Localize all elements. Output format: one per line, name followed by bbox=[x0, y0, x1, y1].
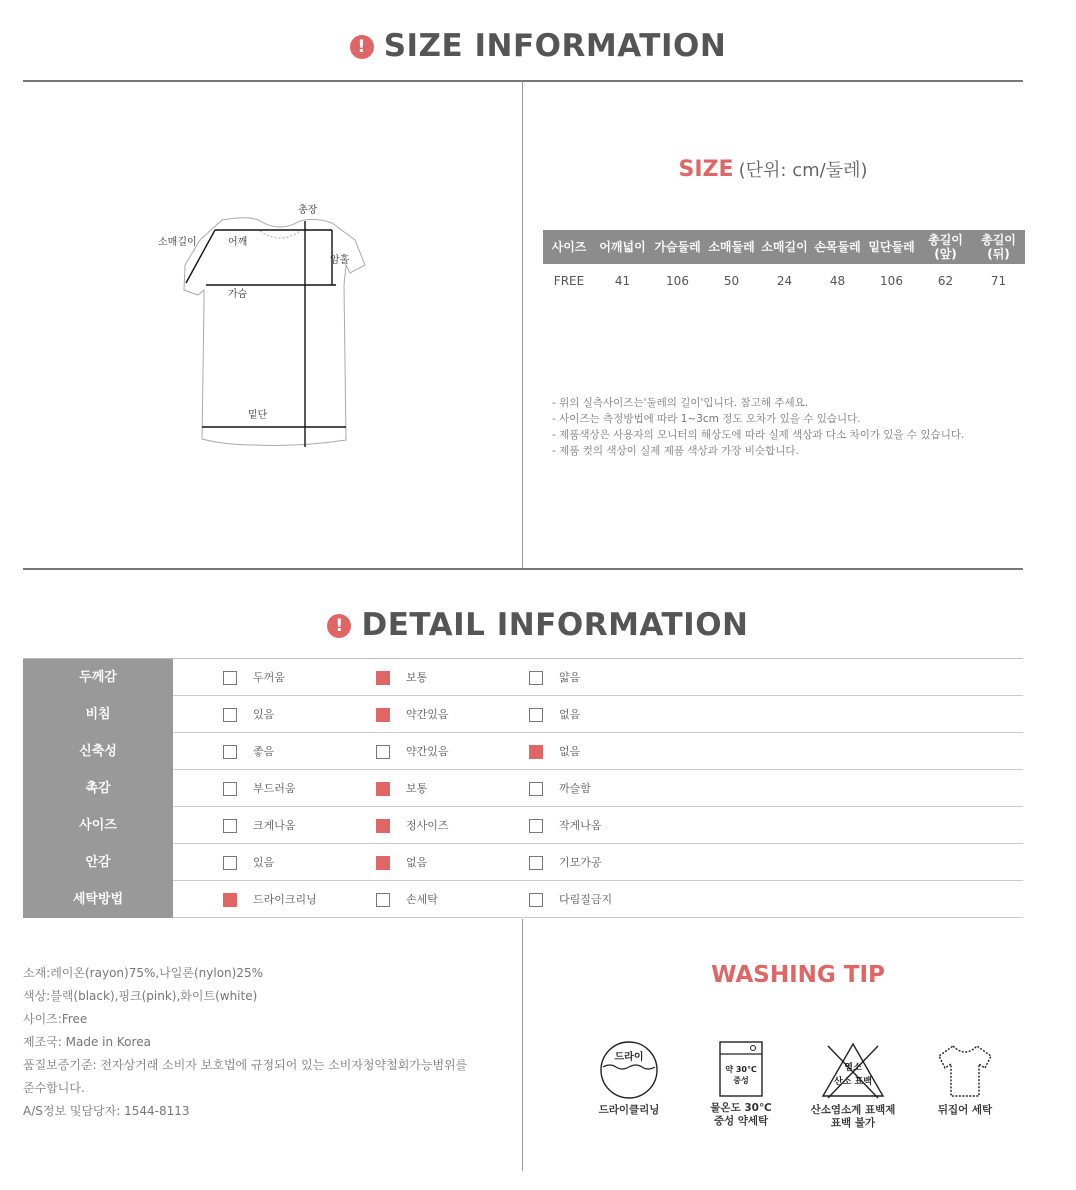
unit-label: (단위: cm/둘레) bbox=[738, 160, 868, 181]
washing-item-water-temp bbox=[686, 1040, 796, 1128]
detail-option-label: 없음 bbox=[406, 856, 428, 869]
detail-option-label: 두꺼움 bbox=[253, 671, 285, 684]
size-table-header: 밑단둘레 bbox=[864, 230, 919, 264]
checked-box-icon bbox=[376, 782, 390, 796]
armhole-label: 암홀 bbox=[330, 255, 350, 266]
size-table-header: 어깨넓이 bbox=[595, 230, 650, 264]
detail-option-label: 정사이즈 bbox=[406, 819, 449, 832]
size-table-header: 소매길이 bbox=[758, 230, 811, 264]
checked-box-icon bbox=[376, 856, 390, 870]
note-line: - 위의 실측사이즈는'둘레의 길이'입니다. 참고해 주세요. bbox=[552, 397, 809, 409]
chest-label: 가슴 bbox=[228, 289, 248, 300]
detail-option-label: 약간있음 bbox=[406, 745, 449, 758]
detail-option-label: 좋음 bbox=[253, 745, 275, 758]
material-info bbox=[23, 962, 467, 1123]
unchecked-box-icon bbox=[223, 708, 237, 722]
detail-row-label: 두께감 bbox=[23, 659, 173, 696]
water-temp-icon bbox=[717, 1040, 765, 1098]
material-line: 소재:레이온(rayon)75%,나일론(nylon)25% bbox=[23, 966, 263, 980]
checked-box-icon bbox=[376, 819, 390, 833]
water-temp-symbol-line2: 중성 bbox=[733, 1076, 749, 1085]
inside-out-icon bbox=[935, 1040, 995, 1100]
detail-option-label: 작게나옴 bbox=[559, 819, 602, 832]
detail-option-label: 크게나옴 bbox=[253, 819, 296, 832]
size-table-row bbox=[543, 264, 1025, 298]
size-table-header: 사이즈 bbox=[543, 230, 595, 264]
alert-icon: ! bbox=[327, 614, 351, 638]
divider bbox=[522, 81, 523, 569]
detail-option-label: 드라이크리닝 bbox=[253, 893, 317, 906]
size-table-header: 소매둘레 bbox=[705, 230, 758, 264]
dry-clean-caption: 드라이클리닝 bbox=[598, 1104, 660, 1116]
divider bbox=[23, 80, 1023, 82]
detail-row bbox=[23, 770, 1023, 807]
divider bbox=[23, 568, 1023, 570]
shoulder-label: 어깨 bbox=[228, 237, 248, 248]
water-temp-caption: 물온도 30℃ 중성 약세탁 bbox=[710, 1102, 772, 1127]
size-section-title: ! SIZE INFORMATION bbox=[0, 28, 1076, 64]
size-table-header: 손목둘레 bbox=[811, 230, 864, 264]
detail-option-label: 없음 bbox=[559, 745, 581, 758]
detail-row-label: 세탁방법 bbox=[23, 881, 173, 918]
detail-row-label: 촉감 bbox=[23, 770, 173, 807]
unchecked-box-icon bbox=[529, 782, 543, 796]
unchecked-box-icon bbox=[529, 856, 543, 870]
detail-option-label: 얇음 bbox=[559, 671, 581, 684]
checked-box-icon bbox=[529, 745, 543, 759]
material-line: 준수합니다. bbox=[23, 1081, 85, 1095]
size-notes bbox=[552, 395, 964, 459]
material-line: 사이즈:Free bbox=[23, 1012, 88, 1026]
note-line: - 제품색상은 사용자의 모니터의 해상도에 따라 실제 색상과 다소 차이가 있을 수 있습니다. bbox=[552, 429, 965, 441]
size-table-cell: 48 bbox=[829, 274, 846, 288]
note-line: - 사이즈는 측정방법에 따라 1~3cm 정도 오차가 있을 수 있습니다. bbox=[552, 413, 861, 425]
detail-option-label: 까슬함 bbox=[559, 782, 591, 795]
size-table-cell: 50 bbox=[723, 274, 740, 288]
size-table-cell: 24 bbox=[776, 274, 793, 288]
detail-row bbox=[23, 807, 1023, 844]
detail-row bbox=[23, 881, 1023, 918]
unchecked-box-icon bbox=[223, 856, 237, 870]
detail-row-label: 비침 bbox=[23, 696, 173, 733]
washing-item-dry-clean bbox=[574, 1040, 684, 1117]
detail-option-label: 있음 bbox=[253, 856, 275, 869]
material-line: 색상:블랙(black),핑크(pink),화이트(white) bbox=[23, 989, 258, 1003]
detail-option-label: 있음 bbox=[253, 708, 275, 721]
unchecked-box-icon bbox=[529, 671, 543, 685]
size-table-cell: 71 bbox=[990, 274, 1007, 288]
size-label: SIZE bbox=[678, 157, 734, 182]
dry-clean-icon bbox=[598, 1040, 660, 1100]
material-line: 품질보증기준: 전자상거래 소비자 보호법에 규정되어 있는 소비자청약철회가능범위를 bbox=[23, 1058, 468, 1072]
detail-option-label: 약간있음 bbox=[406, 708, 449, 721]
detail-row bbox=[23, 733, 1023, 770]
size-table-cell: FREE bbox=[553, 274, 585, 288]
length-label: 총장 bbox=[298, 205, 318, 216]
unchecked-box-icon bbox=[223, 819, 237, 833]
detail-option-label: 기모가공 bbox=[559, 856, 602, 869]
size-table-header: 총길이 (뒤) bbox=[972, 230, 1025, 264]
divider bbox=[522, 919, 523, 1171]
inside-out-caption: 뒤집어 세탁 bbox=[937, 1104, 993, 1116]
dry-clean-symbol-text: 드라이 bbox=[614, 1052, 644, 1063]
detail-row-label: 사이즈 bbox=[23, 807, 173, 844]
no-bleach-icon bbox=[820, 1040, 886, 1100]
size-table bbox=[543, 230, 1025, 298]
no-bleach-symbol-line2: 산소 표백 bbox=[834, 1077, 872, 1087]
size-table-cell: 106 bbox=[880, 274, 903, 288]
unchecked-box-icon bbox=[223, 782, 237, 796]
detail-option-label: 부드러움 bbox=[253, 782, 296, 795]
unchecked-box-icon bbox=[223, 745, 237, 759]
alert-icon: ! bbox=[350, 35, 374, 59]
checked-box-icon bbox=[223, 893, 237, 907]
unchecked-box-icon bbox=[223, 671, 237, 685]
checked-box-icon bbox=[376, 671, 390, 685]
size-heading bbox=[523, 156, 1023, 182]
unchecked-box-icon bbox=[376, 745, 390, 759]
size-table-cell: 106 bbox=[666, 274, 689, 288]
detail-option-label: 보통 bbox=[406, 671, 428, 684]
detail-option-label: 없음 bbox=[559, 708, 581, 721]
detail-section-title: ! DETAIL INFORMATION bbox=[0, 607, 1076, 643]
hem-label: 밑단 bbox=[248, 410, 268, 421]
unchecked-box-icon bbox=[529, 708, 543, 722]
detail-row-label: 안감 bbox=[23, 844, 173, 881]
unchecked-box-icon bbox=[376, 893, 390, 907]
no-bleach-caption: 산소염소계 표백제 표백 불가 bbox=[810, 1104, 896, 1129]
detail-row bbox=[23, 844, 1023, 881]
water-temp-symbol-line1: 약 30℃ bbox=[725, 1065, 757, 1074]
detail-row bbox=[23, 696, 1023, 733]
detail-row-label: 신축성 bbox=[23, 733, 173, 770]
size-table-header: 가슴둘레 bbox=[650, 230, 705, 264]
note-line: - 제품 컷의 색상이 실제 제품 색상과 가장 비슷합니다. bbox=[552, 445, 799, 457]
tshirt-diagram bbox=[150, 195, 380, 455]
washing-item-no-bleach bbox=[798, 1040, 908, 1130]
material-line: 제조국: Made in Korea bbox=[23, 1035, 151, 1049]
size-table-cell: 62 bbox=[937, 274, 954, 288]
checked-box-icon bbox=[376, 708, 390, 722]
washing-item-inside-out bbox=[910, 1040, 1020, 1117]
size-table-cell: 41 bbox=[614, 274, 631, 288]
detail-option-label: 손세탁 bbox=[406, 893, 438, 906]
unchecked-box-icon bbox=[529, 819, 543, 833]
detail-option-label: 다림질금지 bbox=[559, 893, 613, 906]
no-bleach-symbol-line1: 염소 bbox=[844, 1063, 862, 1073]
detail-option-label: 보통 bbox=[406, 782, 428, 795]
sleeve-length-label: 소매길이 bbox=[158, 237, 197, 248]
material-line: A/S정보 및담당자: 1544-8113 bbox=[23, 1104, 190, 1118]
unchecked-box-icon bbox=[529, 893, 543, 907]
detail-row bbox=[23, 659, 1023, 696]
size-table-header: 총길이 (앞) bbox=[919, 230, 972, 264]
washing-tip-title: WASHING TIP bbox=[711, 962, 885, 988]
